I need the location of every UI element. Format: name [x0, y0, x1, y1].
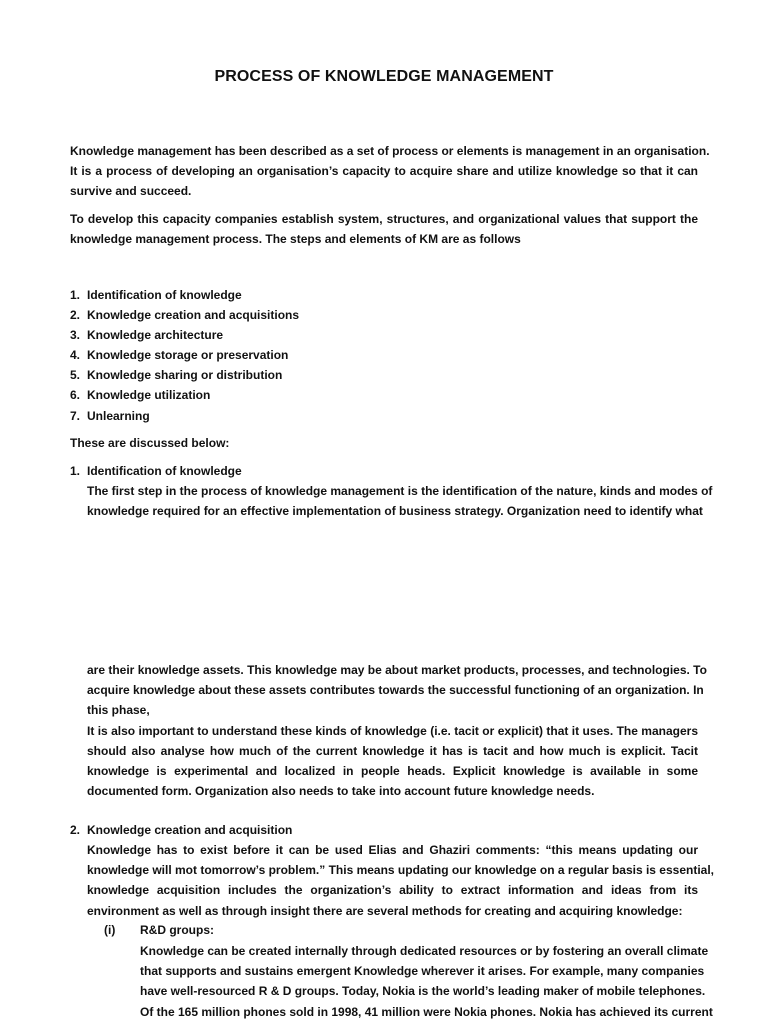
subsection-body: [140, 941, 713, 1022]
intro-p1-line: survive and succeed.: [70, 184, 192, 199]
section-1-number: 1.: [70, 464, 81, 478]
list-item: [70, 285, 299, 305]
section-2-body: [87, 840, 715, 921]
subsection-heading: R&D groups:: [140, 923, 214, 937]
section-2-number: 2.: [70, 823, 81, 837]
subsection-line: that supports and sustains emergent Knowledge wherever it arises. For example, many companies: [140, 964, 705, 979]
subsection-line: Knowledge can be created internally through dedicated resources or by fostering an overall climate: [140, 944, 709, 958]
section-1-line: acquire knowledge about these assets contributes towards the successful functioning of an organization. In: [87, 683, 704, 698]
subsection-line: Of the 165 million phones sold in 1998, 41 million were Nokia phones. Nokia has achieved its current: [140, 1004, 713, 1019]
intro-p2-line: To develop this capacity companies establish system, structures, and organizational values that support the: [70, 212, 698, 226]
section-2-line: Knowledge has to exist before it can be used Elias and Ghaziri comments: “this means updating our: [87, 843, 698, 857]
section-2-heading: [70, 820, 292, 840]
subsection-line: have well-resourced R & D groups. Today, Nokia is the world’s leading maker of mobile telephones.: [140, 984, 706, 999]
list-item-label: Knowledge sharing or distribution: [87, 368, 283, 383]
list-item-label: Knowledge creation and acquisitions: [87, 308, 300, 323]
section-1-title: Identification of knowledge: [87, 464, 242, 478]
section-1-body-part-2: [87, 660, 707, 801]
list-item: [70, 325, 299, 345]
section-2-line: knowledge will mot tomorrow’s problem.” This means updating our knowledge on a regular basis is essential,: [87, 863, 715, 878]
section-1-line: are their knowledge assets. This knowledge may be about market products, processes, and technologies. To: [87, 663, 707, 677]
list-item-number: 7.: [70, 408, 81, 423]
discussed-below-text: These are discussed below:: [70, 436, 230, 450]
section-1-line: The first step in the process of knowledge management is the identification of the nature, kinds and modes of: [87, 484, 713, 498]
section-1-body-part-1: [87, 481, 713, 521]
intro-p1-line: It is a process of developing an organisation’s capacity to acquire share and utilize knowledge so that it can: [70, 164, 698, 179]
list-item-label: Knowledge utilization: [87, 388, 211, 403]
section-1-line: should also analyse how much of the current knowledge it has is tacit and how much is explicit. Tacit: [87, 743, 698, 758]
list-item-label: Identification of knowledge: [87, 288, 242, 302]
steps-list: [70, 285, 299, 426]
intro-p1-line: Knowledge management has been described as a set of process or elements is management in an organisation.: [70, 144, 710, 158]
section-2-title: Knowledge creation and acquisition: [87, 823, 293, 837]
section-1-line: It is also important to understand these kinds of knowledge (i.e. tacit or explicit) that it uses. The managers: [87, 723, 698, 738]
intro-p2-line: knowledge management process. The steps and elements of KM are as follows: [70, 232, 521, 247]
section-1-line: knowledge is experimental and localized in people heads. Explicit knowledge is available in some: [87, 764, 698, 779]
section-1-line: knowledge required for an effective implementation of business strategy. Organization need to identify what: [87, 504, 703, 519]
list-item-number: 5.: [70, 368, 81, 383]
list-item-number: 3.: [70, 328, 81, 343]
list-item-label: Knowledge storage or preservation: [87, 348, 289, 363]
list-item-number: 6.: [70, 388, 81, 403]
list-item-label: Unlearning: [87, 408, 150, 423]
list-item-label: Knowledge architecture: [87, 328, 224, 343]
section-2-line: environment as well as through insight there are several methods for creating and acquiring knowledge:: [87, 903, 683, 918]
list-item-number: 1.: [70, 288, 81, 302]
list-item-number: 2.: [70, 308, 81, 323]
list-item: [70, 305, 299, 325]
intro-paragraph-1: [70, 141, 710, 202]
section-2-line: knowledge acquisition includes the organization’s ability to extract information and ideas from its: [87, 883, 698, 898]
list-item: [70, 365, 299, 385]
list-item: [70, 345, 299, 365]
section-1-line: this phase,: [87, 703, 150, 718]
intro-paragraph-2: [70, 209, 698, 249]
section-1-heading: [70, 461, 242, 481]
list-item: [70, 385, 299, 405]
section-1-line: documented form. Organization also needs to take into account future knowledge needs.: [87, 784, 595, 799]
list-item-number: 4.: [70, 348, 81, 363]
subsection-marker: (i): [104, 923, 116, 937]
page-title: PROCESS OF KNOWLEDGE MANAGEMENT: [214, 68, 554, 85]
list-item: [70, 406, 299, 426]
